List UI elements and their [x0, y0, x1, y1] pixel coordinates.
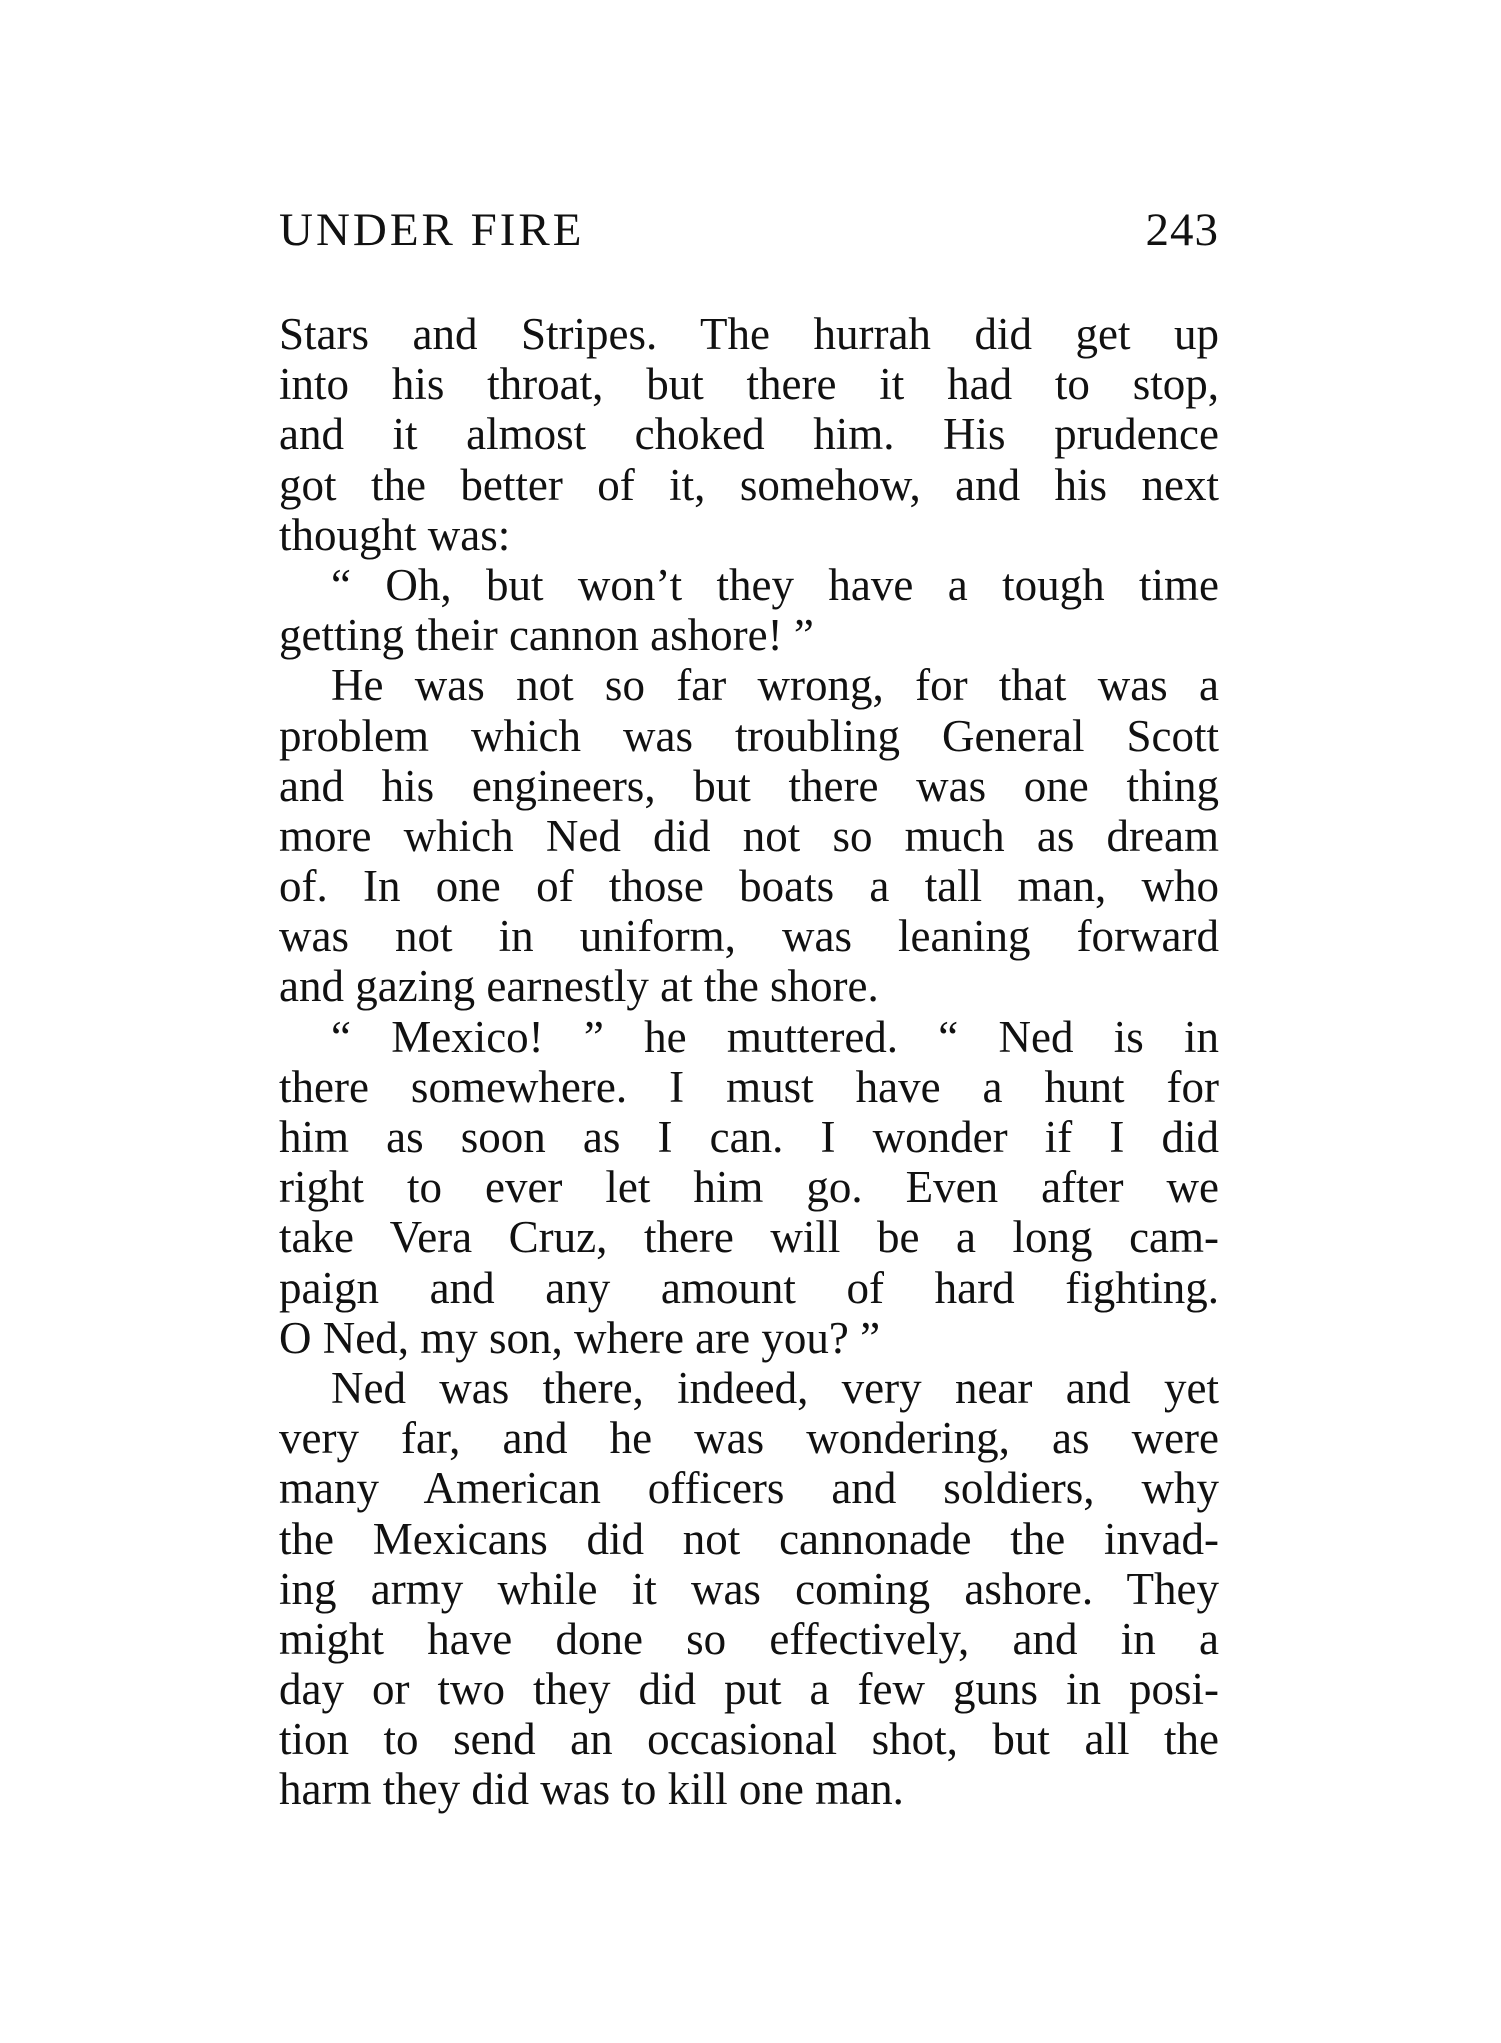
- text-line: harm they did was to kill one man.: [279, 1764, 904, 1815]
- text-line: He was not so far wrong, for that was a: [331, 660, 1219, 711]
- text-line: tion to send an occasional shot, but all the: [279, 1714, 1219, 1765]
- text-line: O Ned, my son, where are you? ”: [279, 1312, 881, 1363]
- text-line: “ Mexico! ” he muttered. “ Ned is in: [331, 1011, 1219, 1062]
- text-line: thought was:: [279, 509, 511, 560]
- text-line: ing army while it was coming ashore. They: [279, 1563, 1219, 1614]
- text-line: day or two they did put a few guns in posi-: [279, 1664, 1219, 1715]
- text-line: into his throat, but there it had to stop,: [279, 359, 1219, 410]
- text-line: the Mexicans did not cannonade the invad-: [279, 1513, 1219, 1564]
- text-line: got the better of it, somehow, and his next: [279, 459, 1219, 510]
- text-line: take Vera Cruz, there will be a long cam-: [279, 1212, 1219, 1263]
- text-line: problem which was troubling General Scott: [279, 710, 1219, 761]
- text-line: many American officers and soldiers, why: [279, 1463, 1219, 1514]
- body-text: [279, 309, 1219, 1815]
- text-line: right to ever let him go. Even after we: [279, 1162, 1219, 1213]
- text-line: there somewhere. I must have a hunt for: [279, 1061, 1219, 1112]
- text-line: and gazing earnestly at the shore.: [279, 961, 879, 1012]
- text-line: paign and any amount of hard fighting.: [279, 1262, 1219, 1313]
- text-line: him as soon as I can. I wonder if I did: [279, 1112, 1219, 1162]
- text-line: very far, and he was wondering, as were: [279, 1413, 1219, 1464]
- text-line: “ Oh, but won’t they have a tough time: [331, 559, 1219, 610]
- text-line: of. In one of those boats a tall man, who: [279, 861, 1219, 912]
- text-line: and his engineers, but there was one thing: [279, 760, 1219, 811]
- text-line: more which Ned did not so much as dream: [279, 810, 1219, 861]
- text-line: getting their cannon ashore! ”: [279, 610, 814, 661]
- text-line: and it almost choked him. His prudence: [279, 409, 1219, 460]
- text-line: Stars and Stripes. The hurrah did get up: [279, 309, 1219, 359]
- running-head: [279, 200, 1219, 260]
- text-line: Ned was there, indeed, very near and yet: [331, 1362, 1219, 1413]
- page-number: 243: [1145, 204, 1219, 256]
- text-line: was not in uniform, was leaning forward: [279, 911, 1219, 962]
- running-title: UNDER FIRE: [279, 204, 585, 256]
- text-line: might have done so effectively, and in a: [279, 1613, 1219, 1664]
